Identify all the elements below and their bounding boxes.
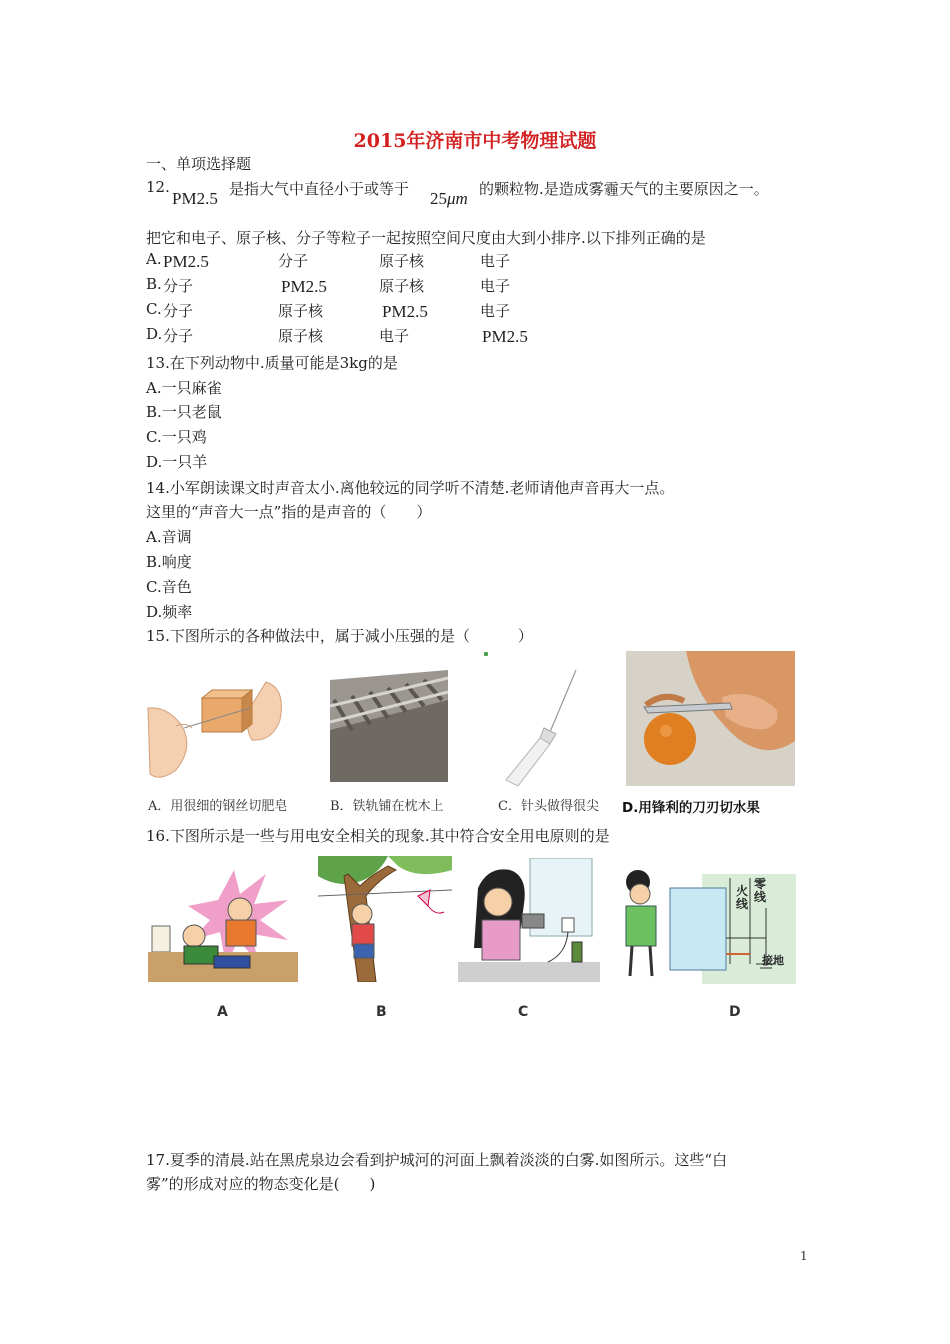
q12-size-value (430, 189, 468, 209)
page-title: 2015年济南市中考物理试题 (353, 130, 597, 152)
q14-option-b: B.响度 (146, 553, 192, 571)
q14-option-d: D.频率 (146, 603, 193, 621)
q12-line2: 把它和电子、原子核、分子等粒子一起按照空间尺度由大到小排序.以下排列正确的是 (146, 229, 706, 247)
q16-figure-a-rescue (148, 870, 298, 982)
q15-figure-c-syringe (504, 668, 584, 786)
q15-caption-c: C．针头做得很尖 (498, 799, 599, 814)
q15-figure-a-soap (146, 668, 296, 786)
q16-label-c: C (518, 1004, 529, 1020)
q16-d-fire-label: 火线 (736, 884, 749, 911)
q16-d-ground-label: 接地 (762, 954, 784, 967)
q14-option-a: A.音调 (146, 528, 192, 546)
q16-label-d: D (729, 1004, 741, 1020)
q12-option-c-cell-4: 电子 (480, 302, 511, 320)
q12-option-c-cell-3: PM2.5 (382, 302, 428, 321)
green-dot-mark (484, 652, 488, 656)
q12-option-d-cell-4: PM2.5 (482, 327, 528, 346)
q15-figure-d-knife-fruit (626, 651, 795, 786)
q15-stem (146, 625, 533, 646)
q12-option-a-cell-2: 分子 (278, 252, 309, 270)
q12-option-b-cell-3: 原子核 (379, 277, 425, 295)
q12-pm-term: PM2.5 (172, 189, 218, 208)
page-number: 1 (800, 1249, 808, 1263)
q13-option-c: C.一只鸡 (146, 428, 207, 446)
q13-stem: 13.在下列动物中.质量可能是3kg的是 (146, 354, 398, 372)
q12-option-d-cell-3: 电子 (379, 327, 410, 345)
q15-caption-b: B．铁轨铺在枕木上 (330, 799, 444, 814)
q12-option-a-cell-3: 原子核 (379, 252, 425, 270)
q17-stem-line1: 17.夏季的清晨.站在黑虎泉边会看到护城河的河面上飘着淡淡的白雾.如图所示。这些“白 (146, 1151, 728, 1169)
q12-number: 12. (146, 178, 170, 196)
q12-option-b-cell-1: 分子 (163, 277, 194, 295)
q16-stem: 16.下图所示是一些与用电安全相关的现象.其中符合安全用电原则的是 (146, 827, 610, 845)
q12-size-unit: μm (447, 189, 468, 208)
q12-option-b-cell-4: 电子 (480, 277, 511, 295)
q12-option-b-label: B. (146, 275, 162, 293)
q14-stem-line2: 这里的“声音大一点”指的是声音的（ ） (146, 503, 432, 521)
q12-option-d-label: D. (146, 325, 163, 343)
q15-stem-close: ） (517, 627, 533, 645)
q12-text2: 的颗粒物.是造成雾霾天气的主要原因之一。 (479, 180, 769, 198)
q16-d-zero-label: 零线 (754, 877, 767, 904)
q15-caption-d: D.用锋利的刀刃切水果 (622, 800, 760, 816)
q13-option-b: B.一只老鼠 (146, 403, 222, 421)
q12-option-c-cell-2: 原子核 (278, 302, 324, 320)
q12-option-d-cell-2: 原子核 (278, 327, 324, 345)
q12-text1: 是指大气中直径小于或等于 (229, 180, 410, 198)
q12-option-d-cell-1: 分子 (163, 327, 194, 345)
q12-option-a-cell-1: PM2.5 (163, 252, 209, 271)
q14-stem-line1: 14.小军朗读课文时声音太小.离他较远的同学听不清楚.老师请他声音再大一点。 (146, 479, 675, 497)
q15-caption-a: A．用很细的钢丝切肥皂 (148, 799, 288, 814)
q15-stem-text: 15.下图所示的各种做法中，属于减小压强的是（ (146, 627, 470, 645)
q12-size-number: 25 (430, 189, 447, 208)
q12-option-b-cell-2: PM2.5 (281, 277, 327, 296)
q15-figure-b-railway (330, 670, 450, 782)
q16-figure-b-tree-kite (318, 856, 452, 982)
q16-label-a: A (217, 1004, 228, 1020)
q12-option-a-label: A. (146, 250, 162, 268)
q16-figure-c-hairdryer (458, 858, 600, 982)
q14-option-c: C.音色 (146, 578, 192, 596)
q16-label-b: B (376, 1004, 387, 1020)
q13-option-a: A.一只麻雀 (146, 379, 222, 397)
q17-stem-line2: 雾”的形成对应的物态变化是( ) (146, 1175, 376, 1193)
section-heading: 一、单项选择题 (146, 155, 252, 173)
q12-option-c-cell-1: 分子 (163, 302, 194, 320)
q12-option-a-cell-4: 电子 (480, 252, 511, 270)
q13-option-d: D.一只羊 (146, 453, 208, 471)
q12-option-c-label: C. (146, 300, 162, 318)
